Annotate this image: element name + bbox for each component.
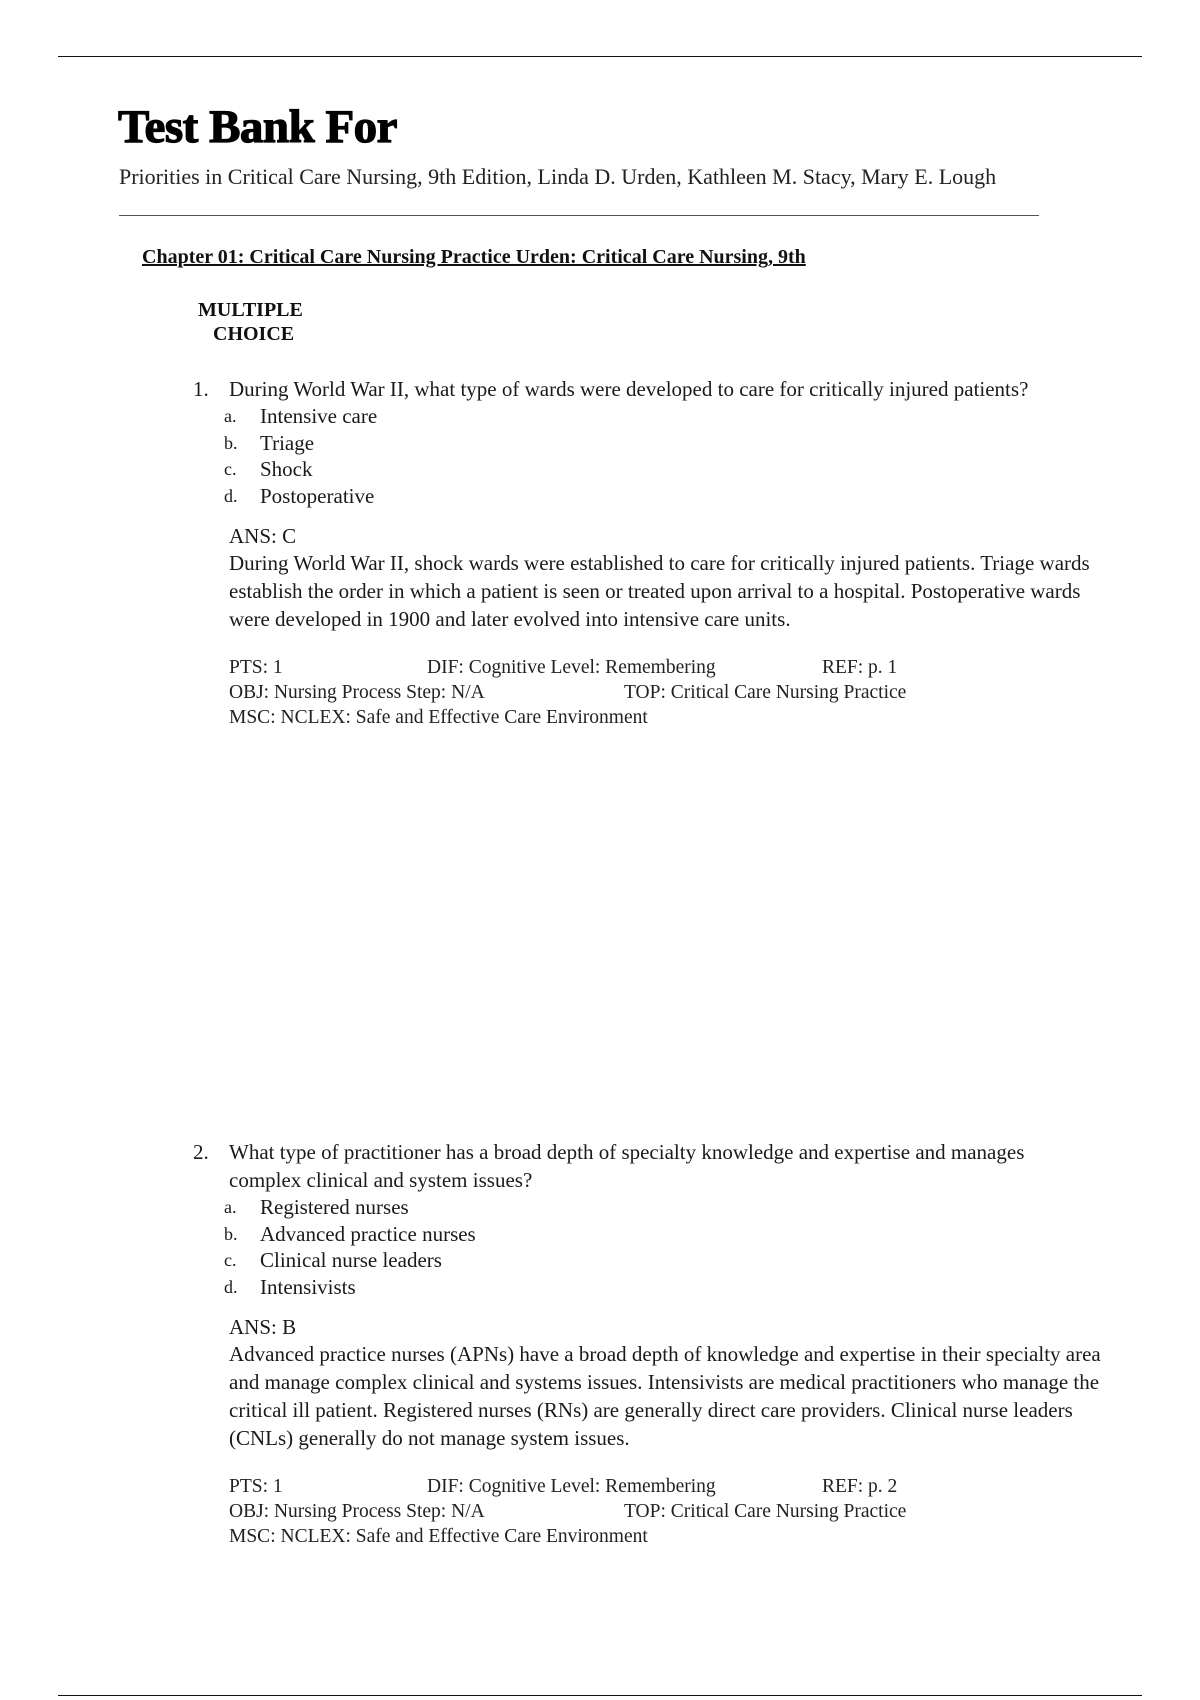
answer-key: ANS: B <box>229 1315 297 1339</box>
answer-block <box>229 1314 1113 1549</box>
answer-options <box>224 1194 1113 1300</box>
rationale: Advanced practice nurses (APNs) have a broad depth of knowledge and expertise in their specialty area and manage complex clinical and systems issues. Intensivists are medical practitioners who manage the critical ill patient. Registered nurses (RNs) are generally direct care providers. Clinical nurse leaders (CNLs) generally do not manage system issues. <box>229 1342 1101 1450</box>
option-text: Advanced practice nurses <box>260 1221 476 1246</box>
meta-msc: MSC: NCLEX: Safe and Effective Care Environment <box>229 1526 648 1547</box>
option-b <box>224 1221 1113 1248</box>
section-heading-line2: CHOICE <box>213 323 295 345</box>
question-metadata <box>229 655 1113 730</box>
meta-difficulty: DIF: Cognitive Level: Remembering <box>427 657 716 678</box>
question-1 <box>193 375 1113 730</box>
option-text: Registered nurses <box>260 1195 409 1219</box>
option-text: Triage <box>260 430 315 455</box>
question-stem: What type of practitioner has a broad depth of specialty knowledge and expertise and manages complex clinical and system issues? <box>229 1140 1025 1192</box>
meta-points: PTS: 1 <box>229 1476 283 1497</box>
option-c <box>224 1247 1113 1274</box>
question-stem: During World War II, what type of wards were developed to care for critically injured patients? <box>229 377 1029 401</box>
rationale: During World War II, shock wards were established to care for critically injured patients. Triage wards establish the order in which a patient is seen or treated upon arrival to a hospital. Postoperative wards were developed in 1900 and later evolved into intensive care units. <box>229 551 1090 631</box>
option-c <box>224 456 1113 483</box>
answer-block <box>229 523 1113 730</box>
subtitle-divider <box>119 215 1039 216</box>
question-number: 1. <box>193 377 209 401</box>
option-letter: d. <box>224 1276 238 1297</box>
option-letter: b. <box>224 1223 238 1244</box>
document-subtitle: Priorities in Critical Care Nursing, 9th Edition, Linda D. Urden, Kathleen M. Stacy, Mary E. Lough <box>119 164 997 189</box>
document-title: Test Bank For <box>118 101 398 153</box>
chapter-heading: Chapter 01: Critical Care Nursing Practice Urden: Critical Care Nursing, 9th <box>142 246 806 268</box>
option-a <box>224 1194 1113 1221</box>
meta-difficulty: DIF: Cognitive Level: Remembering <box>427 1476 716 1497</box>
answer-key: ANS: C <box>229 524 297 548</box>
option-text: Intensive care <box>260 404 378 428</box>
option-d <box>224 1274 1113 1301</box>
question-2 <box>193 1138 1113 1549</box>
option-letter: a. <box>224 406 237 426</box>
option-b <box>224 430 1113 457</box>
option-letter: c. <box>224 459 237 479</box>
meta-reference: REF: p. 1 <box>822 657 898 678</box>
option-text: Shock <box>260 457 313 481</box>
option-letter: b. <box>224 432 238 453</box>
option-letter: d. <box>224 485 238 506</box>
meta-topic: TOP: Critical Care Nursing Practice <box>624 682 907 703</box>
answer-options <box>224 403 1113 509</box>
meta-objective: OBJ: Nursing Process Step: N/A <box>229 1501 485 1522</box>
meta-reference: REF: p. 2 <box>822 1476 898 1497</box>
option-letter: c. <box>224 1250 237 1270</box>
question-number: 2. <box>193 1140 209 1164</box>
meta-points: PTS: 1 <box>229 657 283 678</box>
option-letter: a. <box>224 1197 237 1217</box>
bottom-rule <box>58 1695 1142 1696</box>
section-heading-line1: MULTIPLE <box>198 299 303 321</box>
section-heading <box>198 298 303 346</box>
meta-topic: TOP: Critical Care Nursing Practice <box>624 1501 907 1522</box>
option-a <box>224 403 1113 430</box>
option-d <box>224 483 1113 510</box>
option-text: Intensivists <box>260 1274 356 1299</box>
top-rule <box>58 56 1142 57</box>
option-text: Clinical nurse leaders <box>260 1248 442 1272</box>
option-text: Postoperative <box>260 483 375 508</box>
meta-msc: MSC: NCLEX: Safe and Effective Care Environment <box>229 707 648 728</box>
question-metadata <box>229 1474 1113 1549</box>
meta-objective: OBJ: Nursing Process Step: N/A <box>229 682 485 703</box>
